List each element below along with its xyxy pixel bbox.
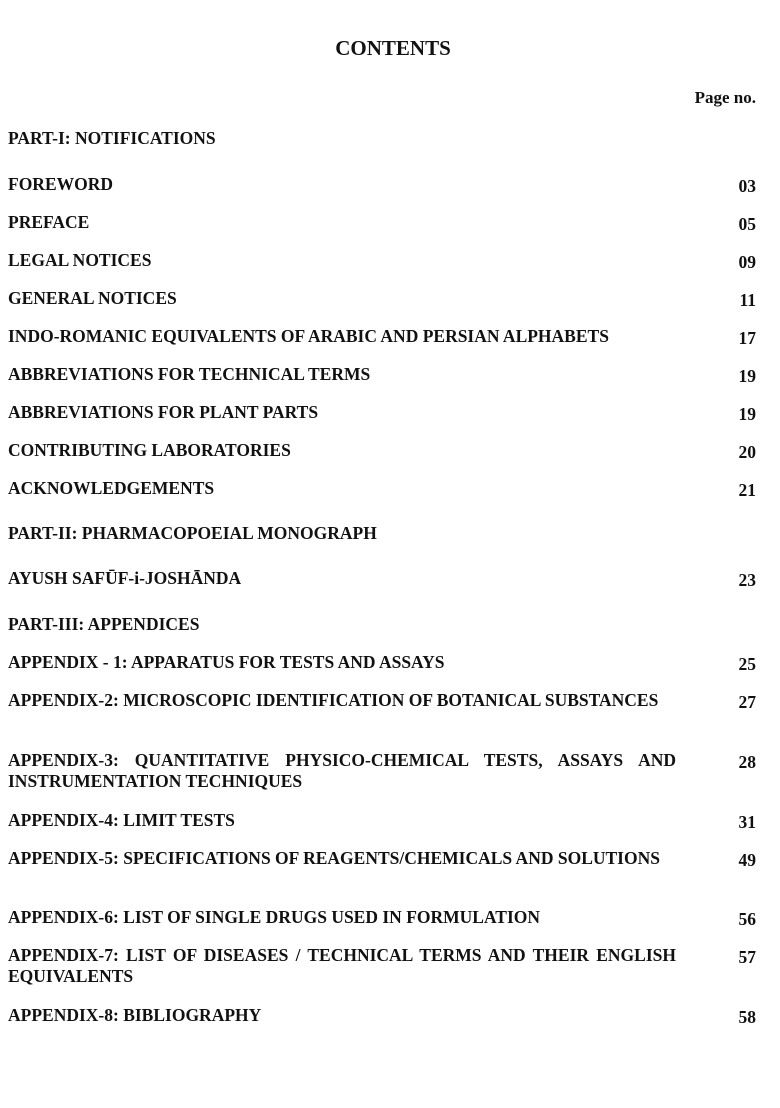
toc-entry [8,1005,756,1026]
toc-entry [8,848,756,869]
toc-entry-page: 56 [738,909,756,929]
toc-entry [8,288,756,309]
page-title: CONTENTS [335,36,451,60]
toc-entry-page: 27 [738,692,756,712]
toc-entry [8,750,756,792]
toc-entry-page: 57 [738,947,756,967]
toc-entry [8,250,756,271]
toc-entry-title: CONTRIBUTING LABORATORIES [8,440,291,460]
toc-entry-page: 21 [738,480,756,500]
toc-entry-title: ABBREVIATIONS FOR TECHNICAL TERMS [8,364,371,384]
toc-entry-title: GENERAL NOTICES [8,288,177,308]
toc-entry-title: APPENDIX-2: MICROSCOPIC IDENTIFICATION OF BOTANICAL SUBSTANCES [8,690,659,710]
toc-entry-title: PREFACE [8,212,90,232]
toc-entry-page: 28 [738,752,756,772]
toc-entry [8,402,756,423]
toc-entry [8,690,756,711]
toc-entry-title: APPENDIX-6: LIST OF SINGLE DRUGS USED IN FORMULATION [8,907,541,927]
toc-entry-title: APPENDIX-7: LIST OF DISEASES / TECHNICAL TERMS AND THEIR ENGLISH EQUIVALENTS [8,945,676,986]
toc-entry [8,478,756,499]
toc-entry-page: 49 [738,850,756,870]
toc-entry [8,945,756,987]
toc-entry-title: ACKNOWLEDGEMENTS [8,478,215,498]
toc-part-heading [8,128,756,149]
toc-entry-page: 03 [738,176,756,196]
toc-part-heading [8,614,756,635]
toc-entry-title: LEGAL NOTICES [8,250,152,270]
toc-entry-title: APPENDIX-4: LIMIT TESTS [8,810,235,830]
toc-entry-page: 19 [738,366,756,386]
toc-entry-page: 23 [738,570,756,590]
toc-entry-title: APPENDIX-5: SPECIFICATIONS OF REAGENTS/CHEMICALS AND SOLUTIONS [8,848,660,868]
toc-part-heading [8,523,756,544]
toc-entry-page: 05 [738,214,756,234]
toc-entry-page: 19 [738,404,756,424]
toc-entry-title: APPENDIX-3: QUANTITATIVE PHYSICO-CHEMICAL TESTS, ASSAYS AND INSTRUMENTATION TECHNIQUES [8,750,676,791]
toc-entry [8,907,756,928]
toc-entry-title: INDO-ROMANIC EQUIVALENTS OF ARABIC AND PERSIAN ALPHABETS [8,326,609,346]
toc-entry [8,810,756,831]
toc-entry-page: 17 [738,328,756,348]
toc-entry-page: 20 [738,442,756,462]
toc-entry [8,212,756,233]
toc-entry [8,568,756,589]
toc-entry-title: AYUSH SAFŪF-i-JOSHĀNDA [8,568,242,588]
toc-entry [8,364,756,385]
toc-entry [8,174,756,195]
toc-entry-page: 58 [738,1007,756,1027]
toc-entry-page: 09 [738,252,756,272]
toc-entry-page: 11 [739,290,756,310]
toc-entry-title: ABBREVIATIONS FOR PLANT PARTS [8,402,319,422]
toc-entry [8,652,756,673]
toc-entry-title: PART-I: NOTIFICATIONS [8,128,216,148]
toc-entry [8,326,756,347]
toc-entry-title: PART-II: PHARMACOPOEIAL MONOGRAPH [8,523,377,543]
toc-entry-title: APPENDIX - 1: APPARATUS FOR TESTS AND ASSAYS [8,652,445,672]
toc-entry-page: 25 [738,654,756,674]
toc-entry [8,440,756,461]
toc-entry-title: PART-III: APPENDICES [8,614,200,634]
toc-entry-title: APPENDIX-8: BIBLIOGRAPHY [8,1005,262,1025]
toc-entry-title: FOREWORD [8,174,113,194]
page-no-header: Page no. [694,88,756,107]
toc-entry-page: 31 [738,812,756,832]
